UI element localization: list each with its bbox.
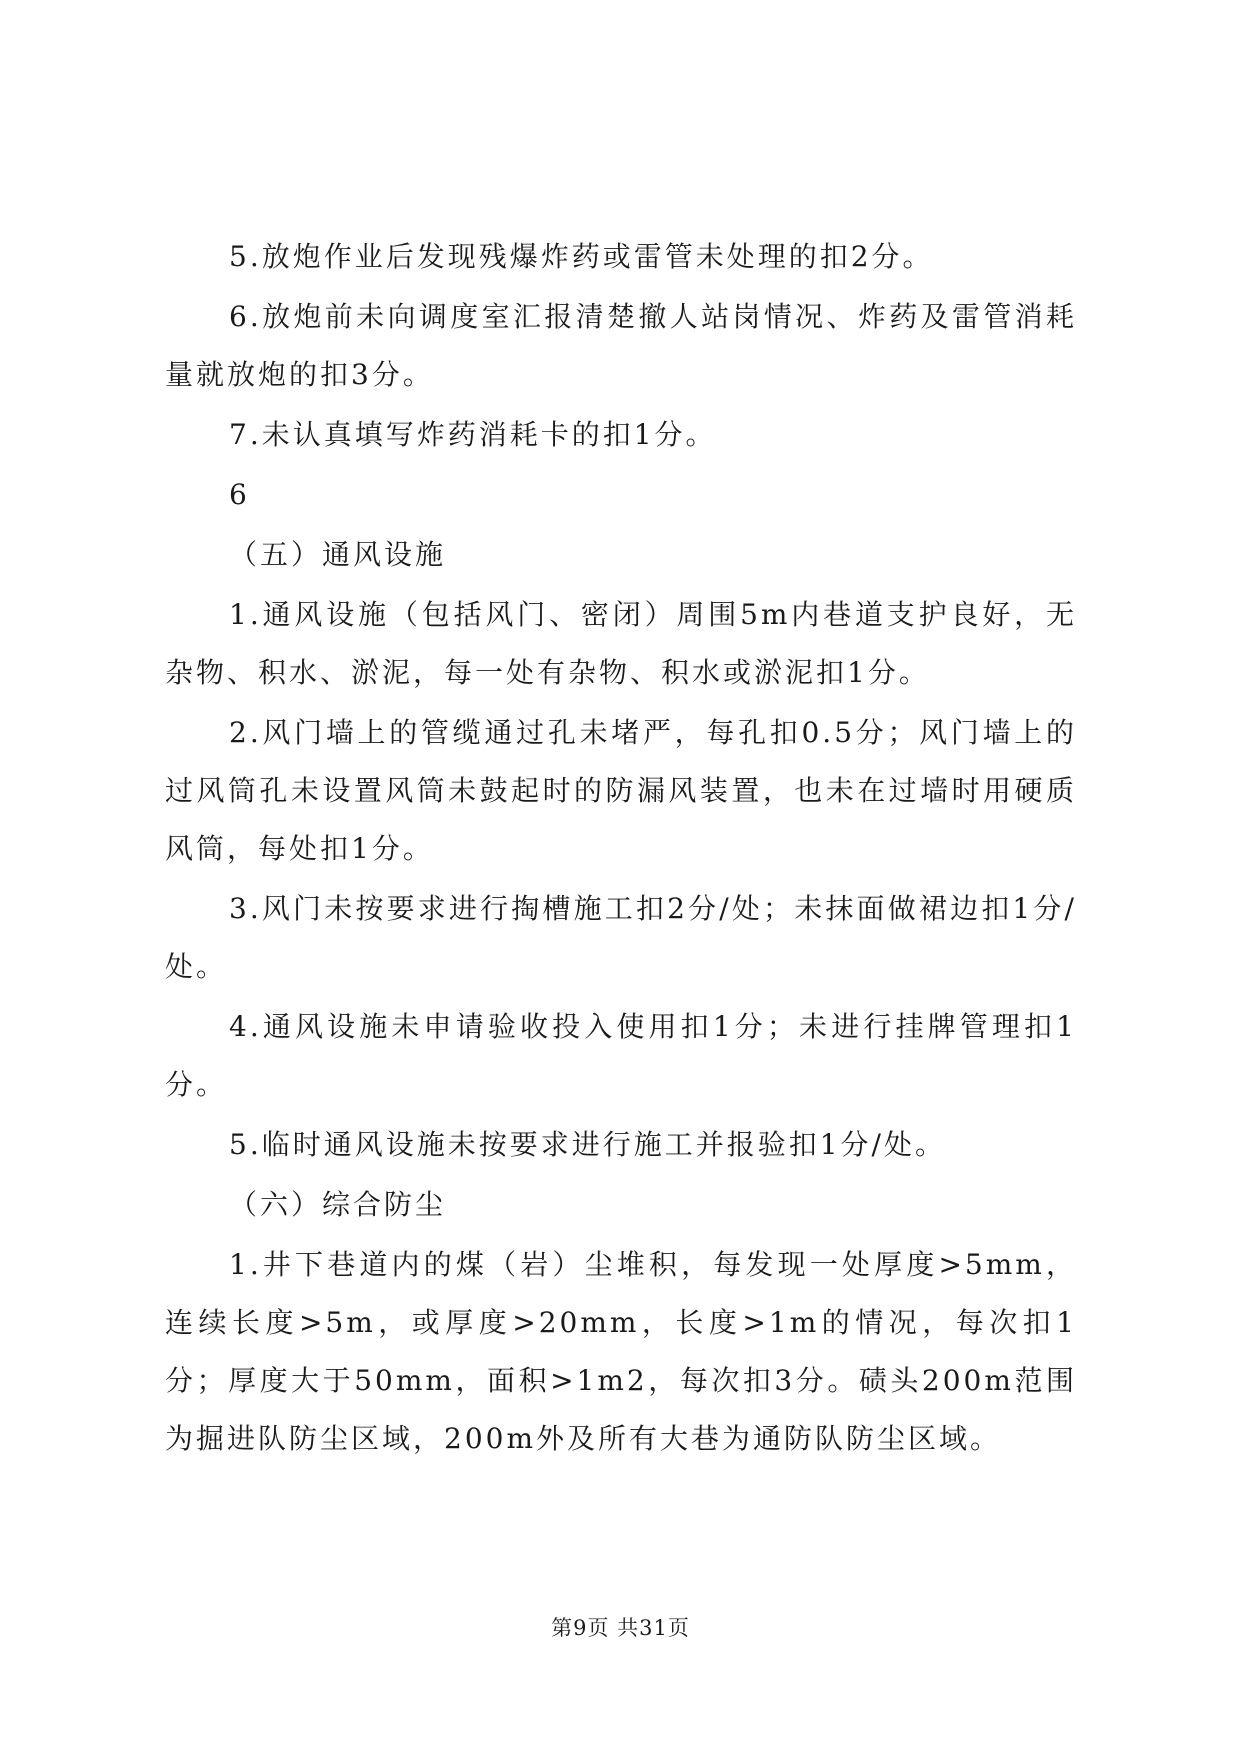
paragraph-stray-number: 6 bbox=[229, 478, 250, 511]
page-footer: 第9页 共31页 bbox=[551, 1616, 690, 1640]
paragraph-dust-control-1: 1.井下巷道内的煤（岩）尘堆积，每发现一处厚度>5mm，连续长度>5m，或厚度>20mm，长度>1m的情况，每次扣1分；厚度大于50mm，面积>1m2，每次扣3分。碛头200m范围为掘进队防尘区域，200m外及所有大巷为通防队防尘区域。 bbox=[165, 1248, 1077, 1455]
paragraph-ventilation-3: 3.风门未按要求进行掏槽施工扣2分/处；未抹面做裙边扣1分/处。 bbox=[165, 892, 1077, 983]
paragraph-ventilation-5: 5.临时通风设施未按要求进行施工并报验扣1分/处。 bbox=[229, 1128, 946, 1161]
paragraph-explosive-card: 7.未认真填写炸药消耗卡的扣1分。 bbox=[229, 418, 717, 451]
section-heading-ventilation: （五）通风设施 bbox=[229, 538, 447, 571]
paragraph-ventilation-4: 4.通风设施未申请验收投入使用扣1分；未进行挂牌管理扣1分。 bbox=[165, 1010, 1077, 1101]
paragraph-ventilation-1: 1.通风设施（包括风门、密闭）周围5m内巷道支护良好，无杂物、积水、淤泥，每一处有杂物、积水或淤泥扣1分。 bbox=[165, 598, 1077, 689]
document-body bbox=[165, 228, 1077, 1470]
paragraph-ventilation-2: 2.风门墙上的管缆通过孔未堵严，每孔扣0.5分；风门墙上的过风筒孔未设置风筒未鼓起时的防漏风装置，也未在过墙时用硬质风筒，每处扣1分。 bbox=[165, 716, 1077, 865]
paragraph-blasting-residue: 5.放炮作业后发现残爆炸药或雷管未处理的扣2分。 bbox=[229, 240, 934, 273]
section-heading-dust-control: （六）综合防尘 bbox=[229, 1188, 447, 1221]
paragraph-blasting-report: 6.放炮前未向调度室汇报清楚撤人站岗情况、炸药及雷管消耗量就放炮的扣3分。 bbox=[165, 300, 1077, 391]
